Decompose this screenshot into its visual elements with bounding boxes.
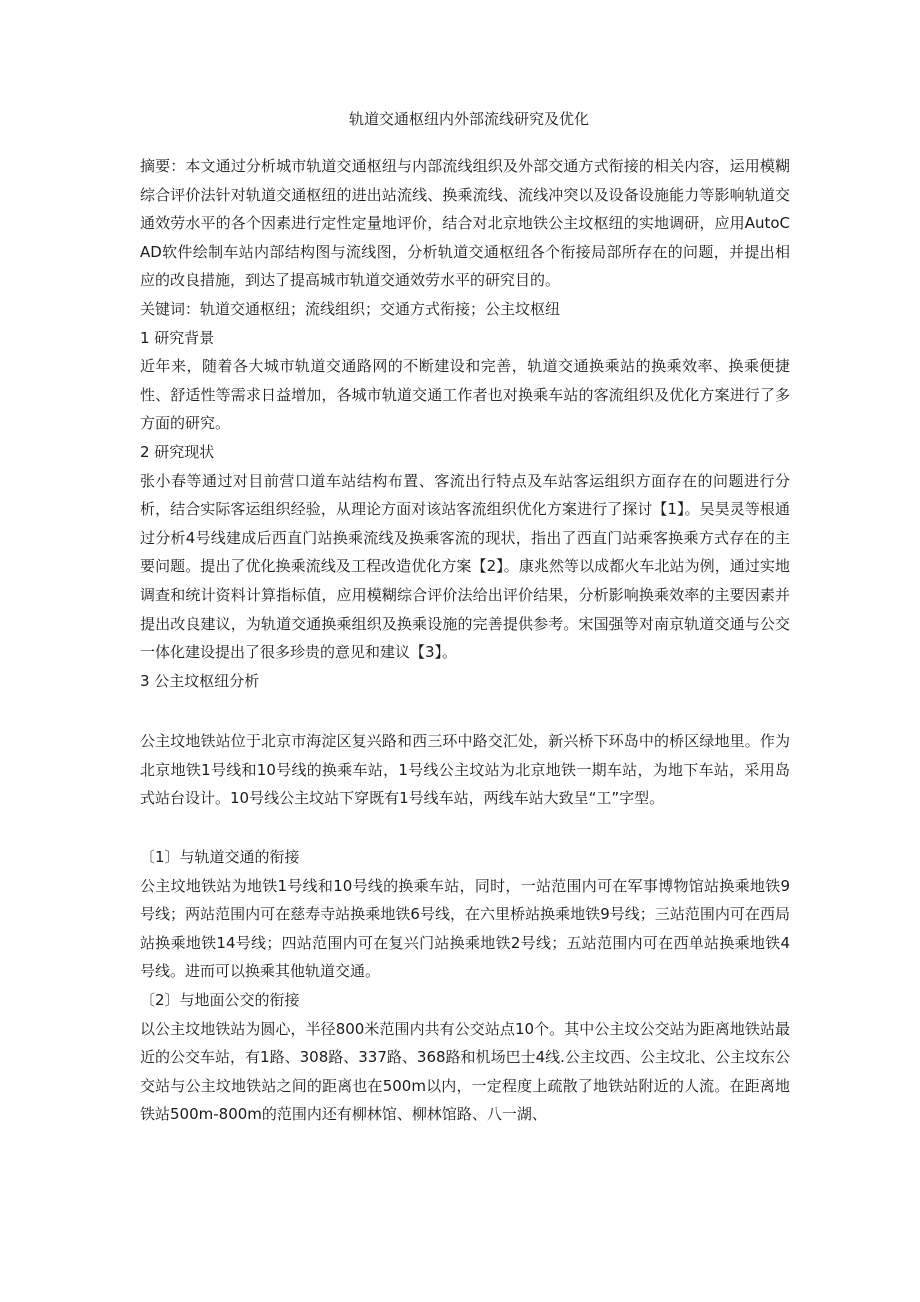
section-1-body: 近年来，随着各大城市轨道交通路网的不断建设和完善，轨道交通换乘站的换乘效率、换乘便捷性、舒适性等需求日益增加，各城市轨道交通工作者也对换乘车站的客流组织及优化方案进行了多方面的研究。 bbox=[140, 357, 790, 433]
document-title: 轨道交通枢纽内外部流线研究及优化 bbox=[348, 110, 589, 128]
blank-line bbox=[140, 695, 790, 727]
section-3-heading: 3 公主坟枢纽分析 bbox=[140, 671, 260, 690]
abstract-paragraph: 摘要：本文通过分析城市轨道交通枢纽与内部流线组织及外部交通方式衔接的相关内容，运用模糊综合评价法针对轨道交通枢纽的进出站流线、换乘流线、流线冲突以及设备设施能力等影响轨道交通效劳水平的各个因素进行定性定量地评价，结合对北京地铁公主坟枢纽的实地调研，应用AutoCAD软件绘制车站内部结构图与流线图，分析轨道交通枢纽各个衔接局部所存在的问题，并提出相应的改良措施，到达了提高城市轨道交通效劳水平的研究目的。 bbox=[140, 157, 790, 290]
subsection-1-heading: 〔1〕与轨道交通的衔接 bbox=[140, 848, 300, 867]
subsection-2-body: 以公主坟地铁站为圆心，半径800米范围内共有公交站点10个。其中公主坟公交站为距离地铁站最近的公交车站，有1路、308路、337路、368路和机场巴士4线.公主坟西、公主坟北、公主坟东公交站与公主坟地铁站之间的距离也在500m以内，一定程度上疏散了地铁站附近的人流。在距离地铁站500m-800m的范围内还有柳林馆、柳林馆路、八一湖、 bbox=[140, 1019, 790, 1124]
section-1-heading: 1 研究背景 bbox=[140, 328, 215, 347]
subsection-1-body: 公主坟地铁站为地铁1号线和10号线的换乘车站，同时，一站范围内可在军事博物馆站换乘地铁9号线；两站范围内可在慈寿寺站换乘地铁6号线，在六里桥站换乘地铁9号线；三站范围内可在西局站换乘地铁14号线；四站范围内可在复兴门站换乘地铁2号线；五站范围内可在西单站换乘地铁4号线。进而可以换乘其他轨道交通。 bbox=[140, 876, 790, 981]
section-3-intro: 公主坟地铁站位于北京市海淀区复兴路和西三环中路交汇处，新兴桥下环岛中的桥区绿地里。作为北京地铁1号线和10号线的换乘车站，1号线公主坟站为北京地铁一期车站，为地下车站，采用岛式站台设计。10号线公主坟站下穿既有1号线车站，两线车站大致呈“工”字型。 bbox=[140, 732, 790, 808]
document-page bbox=[140, 108, 790, 1129]
blank-line bbox=[140, 813, 790, 843]
section-2-body: 张小春等通过对目前营口道车站结构布置、客流出行特点及车站客运组织方面存在的问题进行分析，结合实际客运组织经验，从理论方面对该站客流组织优化方案进行了探讨【1】。吴昊灵等根通过分析4号线建成后西直门站换乘流线及换乘客流的现状，指出了西直门站乘客换乘方式存在的主要问题。提出了优化换乘流线及工程改造优化方案【2】。康兆然等以成都火车北站为例，通过实地调查和统计资料计算指标值，应用模糊综合评价法给出评价结果，分析影响换乘效率的主要因素并提出改良建议，为轨道交通换乘组织及换乘设施的完善提供参考。宋国强等对南京轨道交通与公交一体化建设提出了很多珍贵的意见和建议【3】。 bbox=[140, 471, 790, 662]
keywords-line: 关键词：轨道交通枢纽；流线组织；交通方式衔接；公主坟枢纽 bbox=[140, 299, 561, 318]
subsection-2-heading: 〔2〕与地面公交的衔接 bbox=[140, 991, 300, 1010]
section-2-heading: 2 研究现状 bbox=[140, 442, 215, 461]
